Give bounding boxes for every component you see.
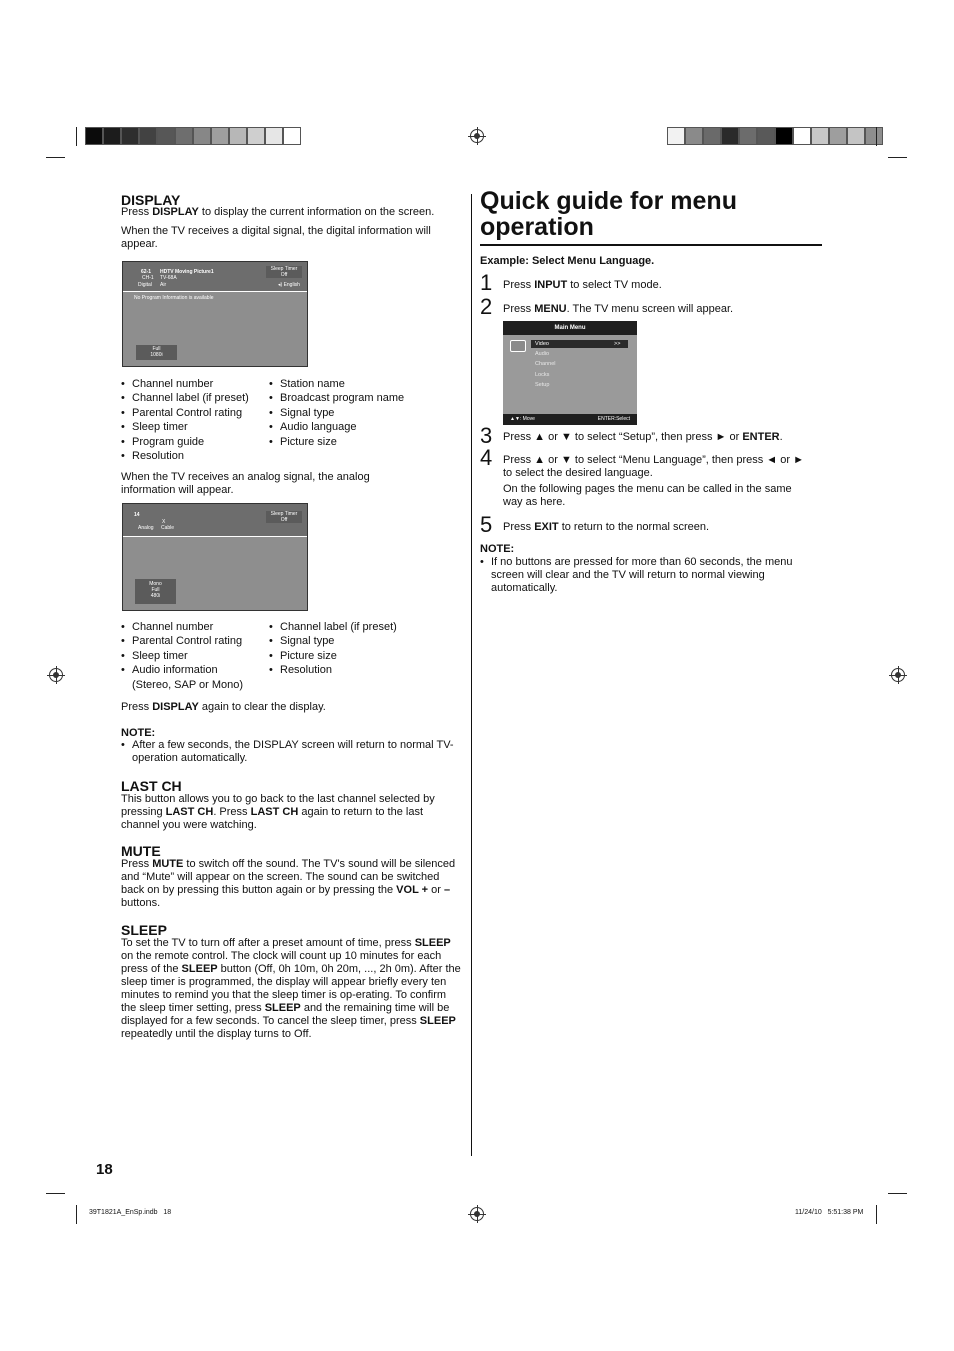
main-menu-title: Main Menu (503, 321, 637, 335)
bullet-item: • Audio language (269, 420, 459, 434)
bullet-item: • Channel label (if preset) (121, 391, 261, 405)
display-clear-text: Press DISPLAY again to clear the display. (121, 701, 326, 713)
bullet-item: • Station name (269, 377, 459, 391)
display-note: • After a few seconds, the DISPLAY screen will return to normal TV-operation automatically. (121, 739, 456, 765)
color-swatch (703, 127, 721, 145)
osd-cable: Cable (161, 525, 175, 531)
color-swatch (283, 127, 301, 145)
registration-mark-icon (891, 668, 905, 682)
analog-display-screen (122, 503, 308, 611)
example-label: Example: Select Menu Language. (480, 255, 655, 267)
osd-sleep-box: Sleep Timer Off (266, 511, 302, 523)
sleep-heading: SLEEP (121, 922, 167, 938)
registration-mark-icon (470, 129, 484, 143)
color-swatch (847, 127, 865, 145)
menu-item-locks: Locks (535, 372, 550, 378)
crop-mark (876, 1205, 877, 1224)
crop-mark (888, 157, 907, 158)
color-swatch (739, 127, 757, 145)
bullet-item: • Parental Control rating (121, 634, 266, 648)
tv-icon (510, 340, 526, 352)
lastch-heading: LAST CH (121, 778, 182, 794)
osd-audio-box: Mono Full 480i (135, 579, 176, 604)
crop-mark (46, 157, 65, 158)
title-rule (480, 244, 822, 246)
lastch-text: This button allows you to go back to the last channel selected by pressing LAST CH. Press LAST CH again to return to the last channel you were watching. (121, 793, 435, 831)
crop-mark (876, 127, 877, 146)
bullet-item: • Sleep timer (121, 649, 266, 663)
color-swatch (757, 127, 775, 145)
osd-x: X (162, 519, 166, 525)
osd-picture-size-box: Full 1080i (136, 345, 177, 360)
digital-bullets-left (121, 377, 261, 463)
bullet-item: • Picture size (269, 649, 459, 663)
footer-date: 11/24/10 5:51:38 PM (795, 1209, 864, 1216)
osd-channel-number: 14 (134, 512, 140, 518)
color-swatch (175, 127, 193, 145)
step-1-text: Press INPUT to select TV mode. (503, 279, 662, 291)
color-swatch (865, 127, 883, 145)
display-note-label: NOTE: (121, 727, 156, 739)
menu-selected-arrow: >> (614, 341, 621, 347)
bullet-item: • Program guide (121, 435, 261, 449)
registration-mark-icon (49, 668, 63, 682)
analog-bullets-right (269, 620, 459, 678)
color-swatch (121, 127, 139, 145)
sleep-text: To set the TV to turn off after a preset amount of time, press SLEEP on the remote control. The clock will count up 10 minutes for each press of the SLEEP button (Off, 0h 10m, 0h 20m, ..., 2h 0m). After the sleep timer is programmed, the display will appear briefly every ten minutes to remind you that the sleep timer is op-erating. To confirm the sleep timer setting, press SLEEP and the remaining time will be displayed for a few seconds. To cancel the sleep timer, press SLEEP repeatedly until the display turns to Off. (121, 937, 461, 1040)
display-heading: DISPLAY (121, 192, 181, 208)
color-swatch (211, 127, 229, 145)
bullet-item: • Picture size (269, 435, 459, 449)
color-swatch (139, 127, 157, 145)
digital-bullets-right (269, 377, 459, 449)
bullet-item: • Channel label (if preset) (269, 620, 459, 634)
step-4-text: Press ▲ or ▼ to select “Menu Language”, then press ◄ or ► to select the desired language. (503, 454, 804, 479)
page-number: 18 (96, 1161, 113, 1178)
main-menu-screen (503, 321, 637, 425)
osd-channel-number: 62-1 (141, 269, 152, 275)
menu-item-audio: Audio (535, 351, 550, 357)
step-3-number: 3 (480, 423, 493, 448)
menu-footer: ▲▼: Move ENTER:Select (503, 414, 637, 425)
right-note-label: NOTE: (480, 543, 515, 555)
color-swatch (721, 127, 739, 145)
step-3-text: Press ▲ or ▼ to select “Setup”, then press ► or ENTER. (503, 431, 783, 443)
menu-item-setup: Setup (535, 382, 550, 388)
osd-sleep-box: Sleep Timer Off (266, 266, 302, 278)
osd-signal-type: Analog (138, 525, 154, 531)
osd-no-info: No Program Information is available (134, 295, 214, 301)
step-2-number: 2 (480, 294, 493, 319)
menu-item-channel: Channel (535, 361, 556, 367)
bullet-item: • Sleep timer (121, 420, 261, 434)
page-title: Quick guide for menu operation (480, 187, 737, 241)
bullet-item: • Resolution (269, 663, 459, 677)
osd-audio-language: ◂) English (278, 282, 300, 288)
color-swatch (103, 127, 121, 145)
column-divider (471, 194, 472, 1156)
digital-info-text: When the TV receives a digital signal, the digital information will appear. (121, 225, 431, 250)
color-swatch (829, 127, 847, 145)
crop-mark (76, 127, 77, 146)
bullet-continuation: (Stereo, SAP or Mono) (132, 678, 244, 691)
step-5-text: Press EXIT to return to the normal screen. (503, 521, 710, 533)
step-4-number: 4 (480, 445, 493, 470)
color-swatch (247, 127, 265, 145)
analog-bullets-left (121, 620, 266, 692)
color-swatch (157, 127, 175, 145)
osd-channel-label: CH-1 (142, 275, 154, 281)
bullet-item: • Resolution (121, 449, 261, 463)
step-5-number: 5 (480, 512, 493, 537)
step-1-number: 1 (480, 270, 493, 295)
digital-display-screen (122, 261, 308, 367)
footer-file: 39T1821A_EnSp.indb 18 (89, 1209, 172, 1216)
crop-mark (76, 1205, 77, 1224)
bullet-item: • Parental Control rating (121, 406, 261, 420)
crop-mark (888, 1193, 907, 1194)
bullet-item: • Broadcast program name (269, 391, 459, 405)
bullet-item: • Audio information (121, 663, 266, 677)
menu-item-video: Video (535, 341, 549, 347)
color-swatch (229, 127, 247, 145)
osd-air: Air (160, 282, 167, 288)
color-swatch (85, 127, 103, 145)
osd-program-name: HDTV Moving Picture1 (160, 269, 214, 275)
mute-heading: MUTE (121, 843, 161, 859)
bullet-item: • Signal type (269, 406, 459, 420)
color-swatch (265, 127, 283, 145)
step-4-extra: On the following pages the menu can be called in the same way as here. (503, 483, 792, 508)
color-swatch (193, 127, 211, 145)
step-2-text: Press MENU. The TV menu screen will appear. (503, 303, 734, 315)
color-swatch (793, 127, 811, 145)
registration-mark-icon (470, 1207, 484, 1221)
color-swatch (811, 127, 829, 145)
osd-signal-type: Digital (138, 282, 152, 288)
crop-mark (46, 1193, 65, 1194)
bullet-item: • Signal type (269, 634, 459, 648)
color-swatch (667, 127, 685, 145)
mute-text: Press MUTE to switch off the sound. The TV's sound will be silenced and “Mute” will appear on the screen. The sound can be switched back on by pressing this button again or by pressing the VOL + or – buttons. (121, 858, 456, 909)
color-swatch (775, 127, 793, 145)
color-swatch (685, 127, 703, 145)
right-note: • If no buttons are pressed for more than 60 seconds, the menu screen will clear and the TV will return to normal viewing automatically. (480, 556, 815, 595)
bullet-item: • Channel number (121, 377, 261, 391)
bullet-item: • Channel number (121, 620, 266, 634)
osd-station-name: TV-68A (160, 275, 177, 281)
analog-info-text: When the TV receives an analog signal, the analog information will appear. (121, 471, 370, 496)
display-intro: Press DISPLAY to display the current information on the screen. (121, 206, 435, 218)
